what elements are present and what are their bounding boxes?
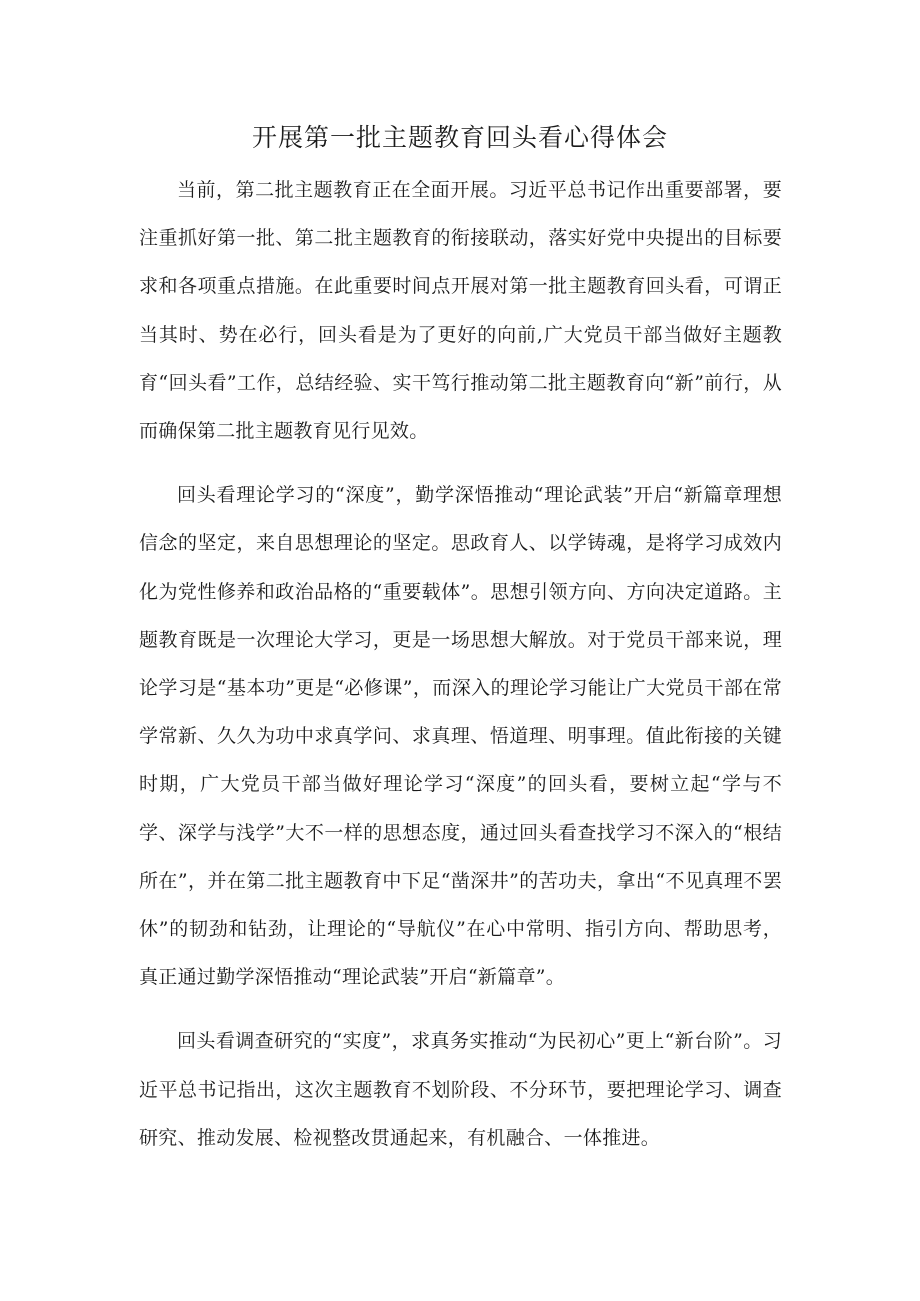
- paragraph-theory-study: 回头看理论学习的“深度”，勤学深悟推动“理论武装”开启“新篇章理想信念的坚定，来自思想理论的坚定。思政育人、以学铸魂，是将学习成效内化为党性修养和政治品格的“重要载体”。思想引领方向、方向决定道路。主题教育既是一次理论大学习，更是一场思想大解放。对于党员干部来说，理论学习是“基本功”更是“必修课”，而深入的理论学习能让广大党员干部在常学常新、久久为功中求真学问、求真理、悟道理、明事理。值此衔接的关键时期，广大党员干部当做好理论学习“深度”的回头看，要树立起“学与不学、深学与浅学”大不一样的思想态度，通过回头看查找学习不深入的“根结所在”，并在第二批主题教育中下足“凿深井”的苦功夫，拿出“不见真理不罢休”的韧劲和钻劲，让理论的“导航仪”在心中常明、指引方向、帮助思考，真正通过勤学深悟推动“理论武装”开启“新篇章”。: [139, 484, 782, 989]
- document-body: [139, 166, 782, 1162]
- document-title: 开展第一批主题教育回头看心得体会: [251, 123, 668, 152]
- paragraph-intro: 当前，第二批主题教育正在全面开展。习近平总书记作出重要部署，要注重抓好第一批、第二批主题教育的衔接联动，落实好党中央提出的目标要求和各项重点措施。在此重要时间点开展对第一批主题教育回头看，可谓正当其时、势在必行，回头看是为了更好的向前,广大党员干部当做好主题教育“回头看”工作，总结经验、实干笃行推动第二批主题教育向“新”前行，从而确保第二批主题教育见行见效。: [139, 179, 782, 443]
- paragraph-investigation: 回头看调查研究的“实度”，求真务实推动“为民初心”更上“新台阶”。习近平总书记指出，这次主题教育不划阶段、不分环节，要把理论学习、调查研究、推动发展、检视整改贯通起来，有机融合、一体推进。: [139, 1030, 782, 1149]
